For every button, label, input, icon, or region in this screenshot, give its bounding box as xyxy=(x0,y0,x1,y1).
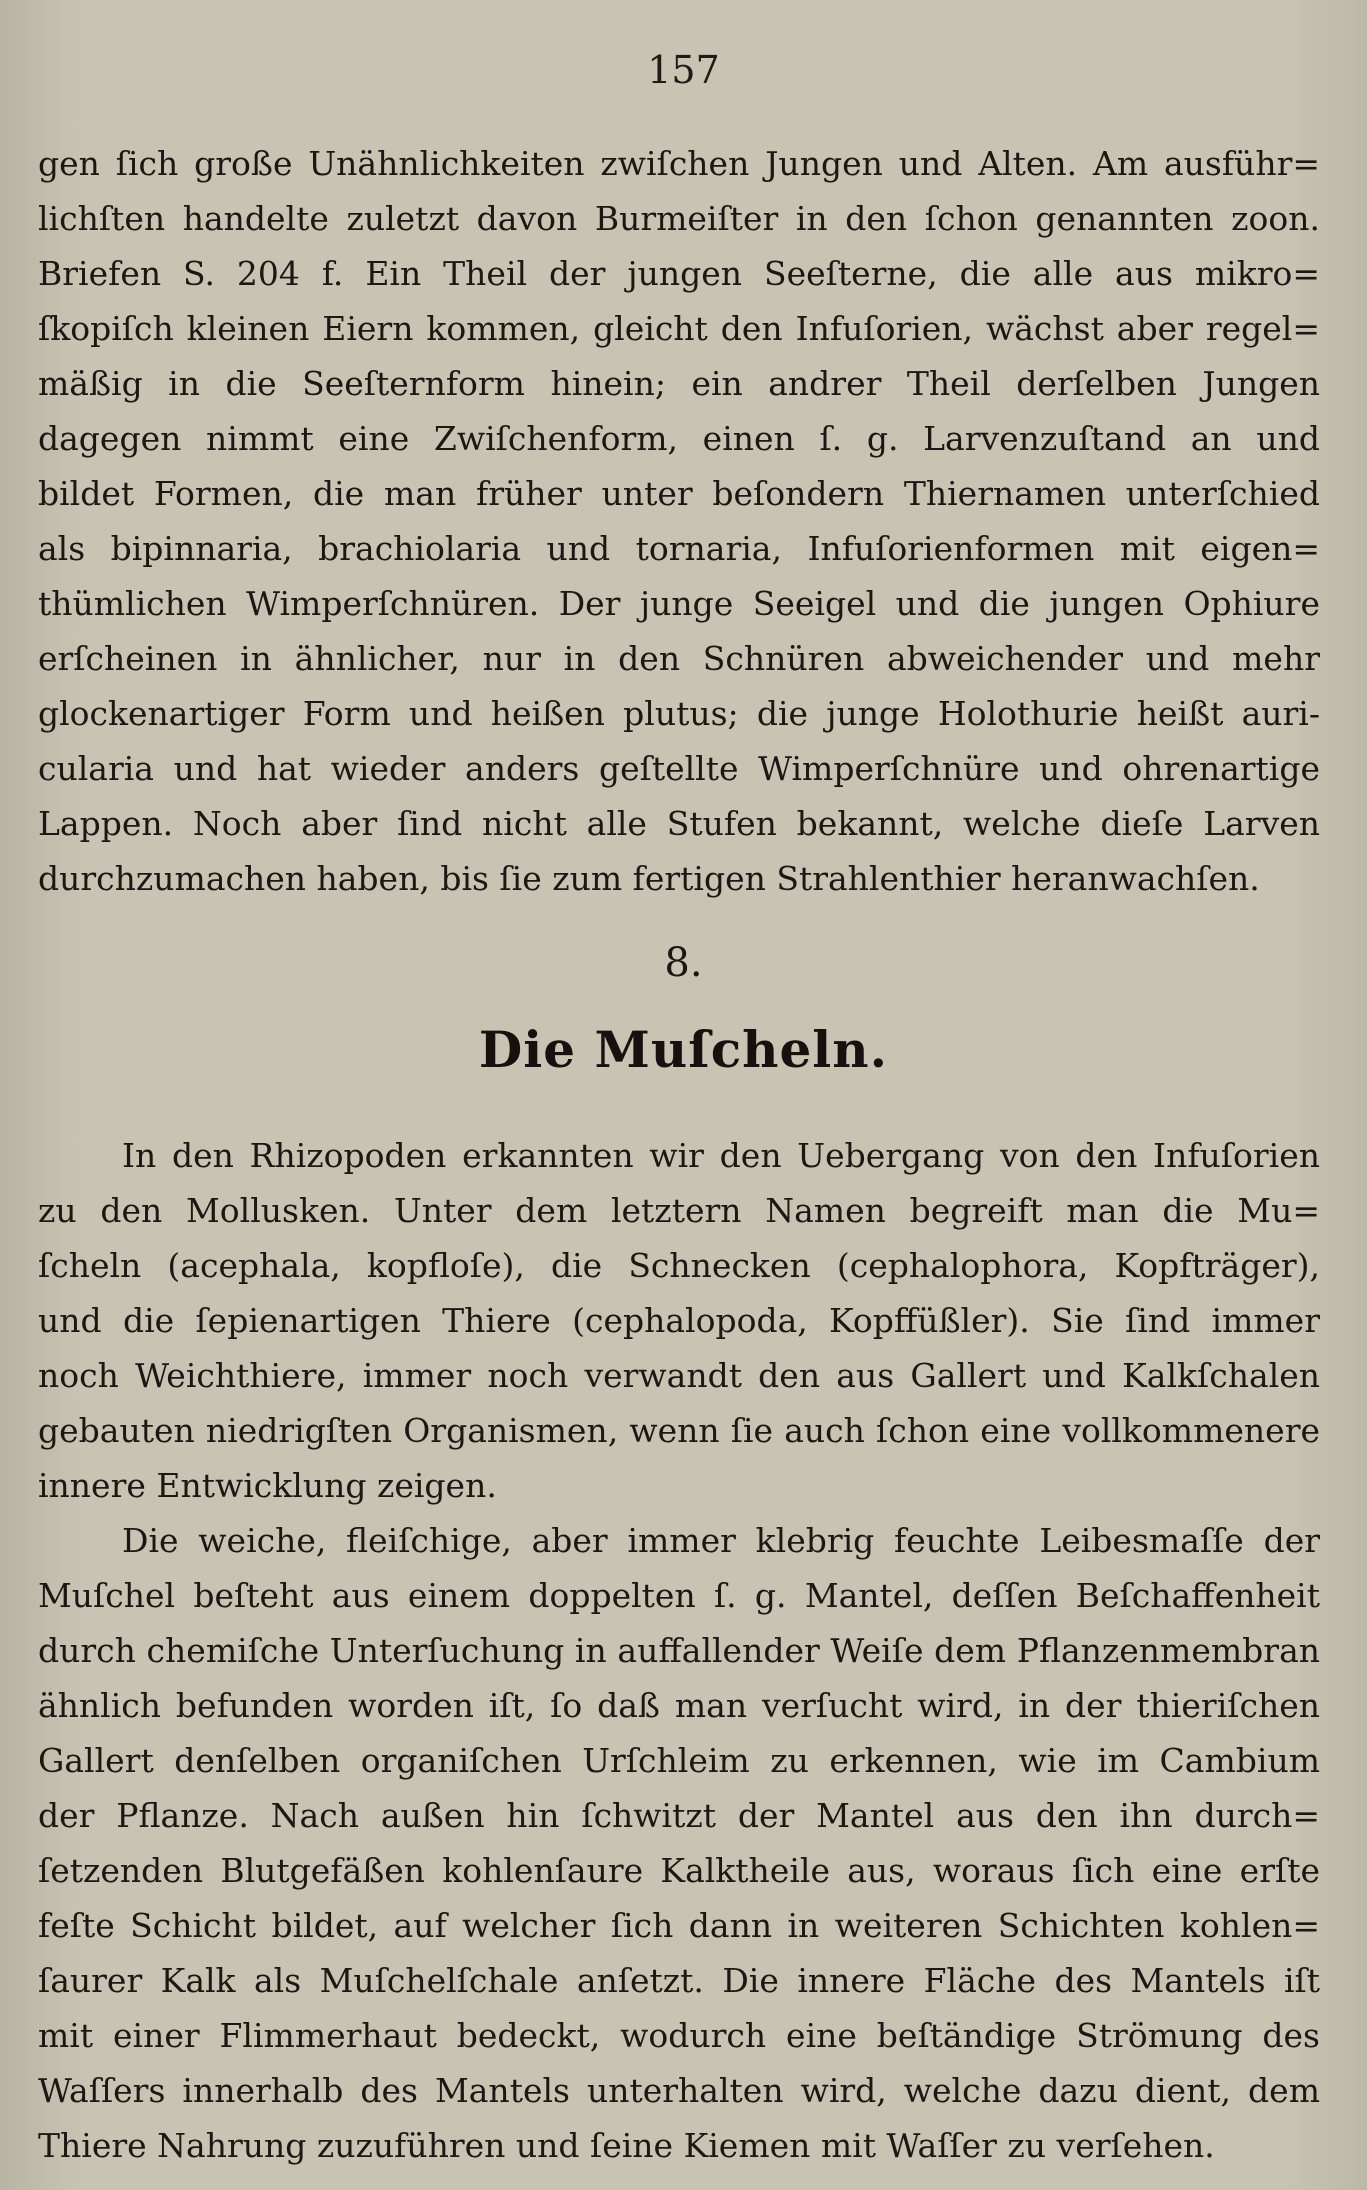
text-line: glockenartiger Form und heißen plutus; die junge Holothurie heißt auri- xyxy=(38,694,1320,733)
text-line: cularia und hat wieder anders geſtellte Wimperſchnüre und ohrenartige xyxy=(38,749,1320,788)
text-line: durch chemiſche Unterſuchung in auffallender Weiſe dem Pflanzenmembran xyxy=(38,1631,1320,1670)
section-title: Die Muſcheln. xyxy=(478,1020,889,1079)
text-line: ſaurer Kalk als Muſchelſchale anſetzt. Die innere Fläche des Mantels iſt xyxy=(38,1961,1320,2000)
text-line: und die ſepienartigen Thiere (cephalopoda, Kopffüßler). Sie ſind immer xyxy=(38,1301,1320,1340)
text-line: Thiere Nahrung zuzuführen und ſeine Kiemen mit Waſſer zu verſehen. xyxy=(38,2126,1215,2165)
text-line: thümlichen Wimperſchnüren. Der junge Seeigel und die jungen Ophiure xyxy=(38,584,1320,623)
text-line: dagegen nimmt eine Zwiſchenform, einen ſ. g. Larvenzuſtand an und xyxy=(38,419,1320,458)
text-line: mäßig in die Seeſternform hinein; ein andrer Theil derſelben Jungen xyxy=(38,364,1320,403)
text-line: Waſſers innerhalb des Mantels unterhalten wird, welche dazu dient, dem xyxy=(38,2071,1320,2110)
page-number: 157 xyxy=(647,48,720,92)
text-line: ſcheln (acephala, kopfloſe), die Schnecken (cephalophora, Kopfträger), xyxy=(38,1246,1320,1285)
text-line: gebauten niedrigſten Organismen, wenn ſie auch ſchon eine vollkommenere xyxy=(38,1411,1320,1450)
text-line: Die weiche, fleiſchige, aber immer klebrig feuchte Leibesmaſſe der xyxy=(122,1521,1320,1560)
text-line: zu den Mollusken. Unter dem letztern Namen begreift man die Mu= xyxy=(38,1191,1320,1230)
intro-text xyxy=(38,136,1320,906)
text-line: gen ſich große Unähnlichkeiten zwiſchen Jungen und Alten. Am ausführ= xyxy=(38,144,1320,183)
text-line: In den Rhizopoden erkannten wir den Uebergang von den Infuſorien xyxy=(122,1136,1320,1175)
text-line: bildet Formen, die man früher unter beſondern Thiernamen unterſchied xyxy=(38,474,1320,513)
text-line: innere Entwicklung zeigen. xyxy=(38,1466,497,1505)
text-line: Gallert denſelben organiſchen Urſchleim zu erkennen, wie im Cambium xyxy=(38,1741,1320,1780)
text-line: Briefen S. 204 f. Ein Theil der jungen Seeſterne, die alle aus mikro= xyxy=(38,254,1320,293)
text-line: der Pflanze. Nach außen hin ſchwitzt der Mantel aus den ihn durch= xyxy=(38,1796,1320,1835)
text-line: ſkopiſch kleinen Eiern kommen, gleicht den Infuſorien, wächst aber regel= xyxy=(38,309,1320,348)
text-line: erſcheinen in ähnlicher, nur in den Schnüren abweichender und mehr xyxy=(38,639,1320,678)
text-line: noch Weichthiere, immer noch verwandt den aus Gallert und Kalkſchalen xyxy=(38,1356,1320,1395)
paragraph-2 xyxy=(38,1513,1320,2173)
text-line: feſte Schicht bildet, auf welcher ſich dann in weiteren Schichten kohlen= xyxy=(38,1906,1320,1945)
text-line: Lappen. Noch aber ſind nicht alle Stufen bekannt, welche dieſe Larven xyxy=(38,804,1320,843)
text-line: ähnlich befunden worden iſt, ſo daß man verſucht wird, in der thieriſchen xyxy=(38,1686,1320,1725)
paragraph-1 xyxy=(38,1128,1320,1513)
text-line: durchzumachen haben, bis ſie zum fertigen Strahlenthier heranwachſen. xyxy=(38,859,1260,898)
text-line: als bipinnaria, brachiolaria und tornaria, Infuſorienformen mit eigen= xyxy=(38,529,1320,568)
text-line: ſetzenden Blutgefäßen kohlenſaure Kalktheile aus, woraus ſich eine erſte xyxy=(38,1851,1320,1890)
section-number: 8. xyxy=(664,940,703,986)
text-line: Muſchel beſteht aus einem doppelten ſ. g. Mantel, deſſen Beſchaffenheit xyxy=(38,1576,1320,1615)
text-line: mit einer Flimmerhaut bedeckt, wodurch eine beſtändige Strömung des xyxy=(38,2016,1320,2055)
text-line: lichſten handelte zuletzt davon Burmeiſter in den ſchon genannten zoon. xyxy=(38,199,1320,238)
